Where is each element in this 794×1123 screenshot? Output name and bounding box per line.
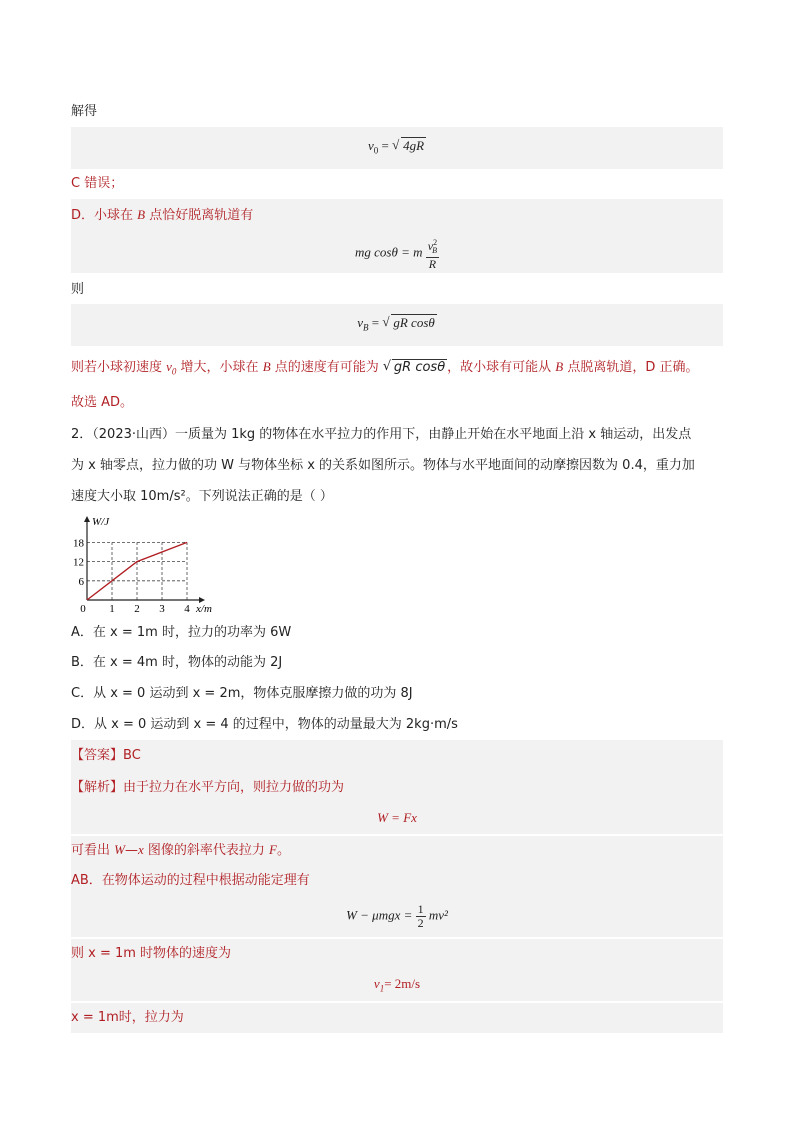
formula-v0-lhs: v (367, 138, 374, 153)
l7-g: 。 (276, 843, 290, 858)
frac-num-sup: 2 (433, 238, 438, 247)
formula-w-fx-text: W = Fx (377, 810, 417, 825)
text-d-condition (71, 205, 723, 226)
l5-c: 增大，小球在 (176, 360, 263, 375)
l5-b-sub: 0 (171, 366, 177, 377)
frac-half-den: 2 (417, 916, 424, 930)
text-ab: AB．在物体运动的过程中根据动能定理有 (71, 873, 310, 888)
formula-w-fx (71, 810, 723, 826)
answer-value: BC (123, 748, 141, 763)
l5-h: 点脱离轨道，D 正确。 (563, 360, 699, 375)
text-d-b: B (137, 207, 146, 222)
y-axis-arrow (84, 516, 90, 522)
question-p2: 为 x 轴零点，拉力做的功 W 与物体坐标 x 的关系如图所示。物体与水平地面间的动摩擦因数为 0.4，重力加 (71, 458, 695, 473)
answer-line (71, 746, 723, 766)
question-p1: 2．（2023·山西）一质量为 1kg 的物体在水平拉力的作用下，由静止开始在水平地面上沿 x 轴运动，出发点 (71, 427, 692, 442)
option-a: A．在 x = 1m 时，拉力的功率为 6W (71, 625, 292, 640)
sqrt-4gR: √ 4gR (392, 137, 425, 153)
l5-d: B (262, 359, 271, 374)
white-gap-2 (71, 937, 723, 939)
text-slope (71, 840, 723, 861)
formula-vb-sub: B (363, 322, 369, 333)
fraction-vb2-R (426, 236, 439, 271)
formula-mgcos-lhs: mg cosθ = m (355, 244, 423, 260)
text-d-a: D．小球在 (71, 208, 138, 223)
y-tick-label-6: 6 (78, 575, 84, 588)
series-line (87, 542, 187, 600)
x-tick-label-1: 1 (109, 603, 115, 615)
text-d-c: 点恰好脱离轨道有 (145, 208, 254, 223)
x-tick-label-3: 3 (159, 603, 165, 615)
sqrt-4gR-body: 4gR (403, 138, 425, 153)
analysis-label: 【解析】 (71, 780, 124, 795)
x-tick-label-0: 0 (80, 603, 86, 615)
option-b: B．在 x = 4m 时，物体的动能为 2J (71, 655, 283, 670)
y-tick-label-12: 12 (73, 556, 84, 569)
x-tick-label-2: 2 (134, 603, 140, 615)
l5-g: B (555, 359, 564, 374)
y-axis-label: W/J (92, 516, 110, 528)
question-p3: 速度大小取 10m/s²。下列说法正确的是（ ） (71, 489, 333, 504)
formula-energy (71, 903, 723, 930)
frac-num-sub: B (432, 246, 437, 256)
frac-num-v: v (427, 239, 434, 253)
formula-v1-lhs: v (373, 976, 380, 991)
sqrt-gRcos-body: gR cosθ (393, 315, 435, 330)
l5-e: 点的速度有可能为 (270, 360, 383, 375)
formula-v1-sub: 1 (379, 983, 385, 994)
formula-v1 (71, 976, 723, 994)
y-tick-label-18: 18 (73, 537, 84, 550)
formula-v1-rhs: = 2m/s (384, 976, 421, 991)
chart-marks (87, 542, 187, 600)
text-conclusion-d (71, 357, 731, 382)
x-axis-label: x/m (196, 603, 212, 615)
w-x-chart (70, 515, 240, 615)
formula-v0 (71, 138, 723, 156)
text-c-wrong: C 错误； (71, 176, 124, 191)
answer-label: 【答案】 (71, 748, 124, 763)
l5-f: ，故小球有可能从 (447, 360, 556, 375)
frac-den-R: R (428, 257, 437, 272)
formula-energy-lhs: W − μmgx = (346, 907, 416, 923)
formula-energy-rhs: mv² (428, 907, 448, 923)
white-gap-1 (71, 834, 723, 836)
l7-e: 图像的斜率代表拉力 (143, 843, 270, 858)
text-v-at-1m: 则 x = 1m 时物体的速度为 (71, 946, 232, 961)
x-tick-label-4: 4 (184, 603, 190, 615)
l7-a: 可看出 (71, 843, 115, 858)
l5-sqrt-body: gR cosθ (393, 360, 446, 375)
chart-grid (87, 542, 187, 600)
analysis-text: 由于拉力在水平方向，则拉力做的功为 (123, 780, 345, 795)
white-gap-3 (71, 1001, 723, 1003)
formula-vb-lhs: v (357, 315, 364, 330)
text-force-at-1m: x = 1m时，拉力为 (71, 1010, 184, 1025)
l5-sqrt: √ gR cosθ (382, 359, 446, 375)
option-c: C．从 x = 0 运动到 x = 2m，物体克服摩擦力做的功为 8J (71, 686, 413, 701)
text-ze: 则 (71, 282, 85, 297)
formula-vb-eq: = (368, 315, 383, 330)
formula-v0-sub: 0 (373, 145, 379, 156)
l5-a: 则若小球初速度 (71, 360, 167, 375)
analysis-line (71, 778, 723, 798)
l5-b: v (166, 359, 172, 374)
l7-d: x (137, 842, 144, 857)
sqrt-gRcos: √ gR cosθ (382, 314, 435, 330)
text-choose-ad: 故选 AD。 (71, 395, 134, 410)
l7-b: W (114, 842, 125, 857)
formula-mgcos (71, 236, 723, 271)
frac-half-num: 1 (417, 902, 424, 916)
fraction-half (416, 903, 426, 930)
l7-f: F (269, 842, 277, 857)
formula-v0-eq: = (378, 138, 393, 153)
option-d: D．从 x = 0 运动到 x = 4 的过程中，物体的动量最大为 2kg·m/s (71, 717, 458, 732)
l7-c: — (124, 843, 138, 858)
text-jiede: 解得 (71, 104, 98, 119)
formula-vb (71, 315, 723, 333)
